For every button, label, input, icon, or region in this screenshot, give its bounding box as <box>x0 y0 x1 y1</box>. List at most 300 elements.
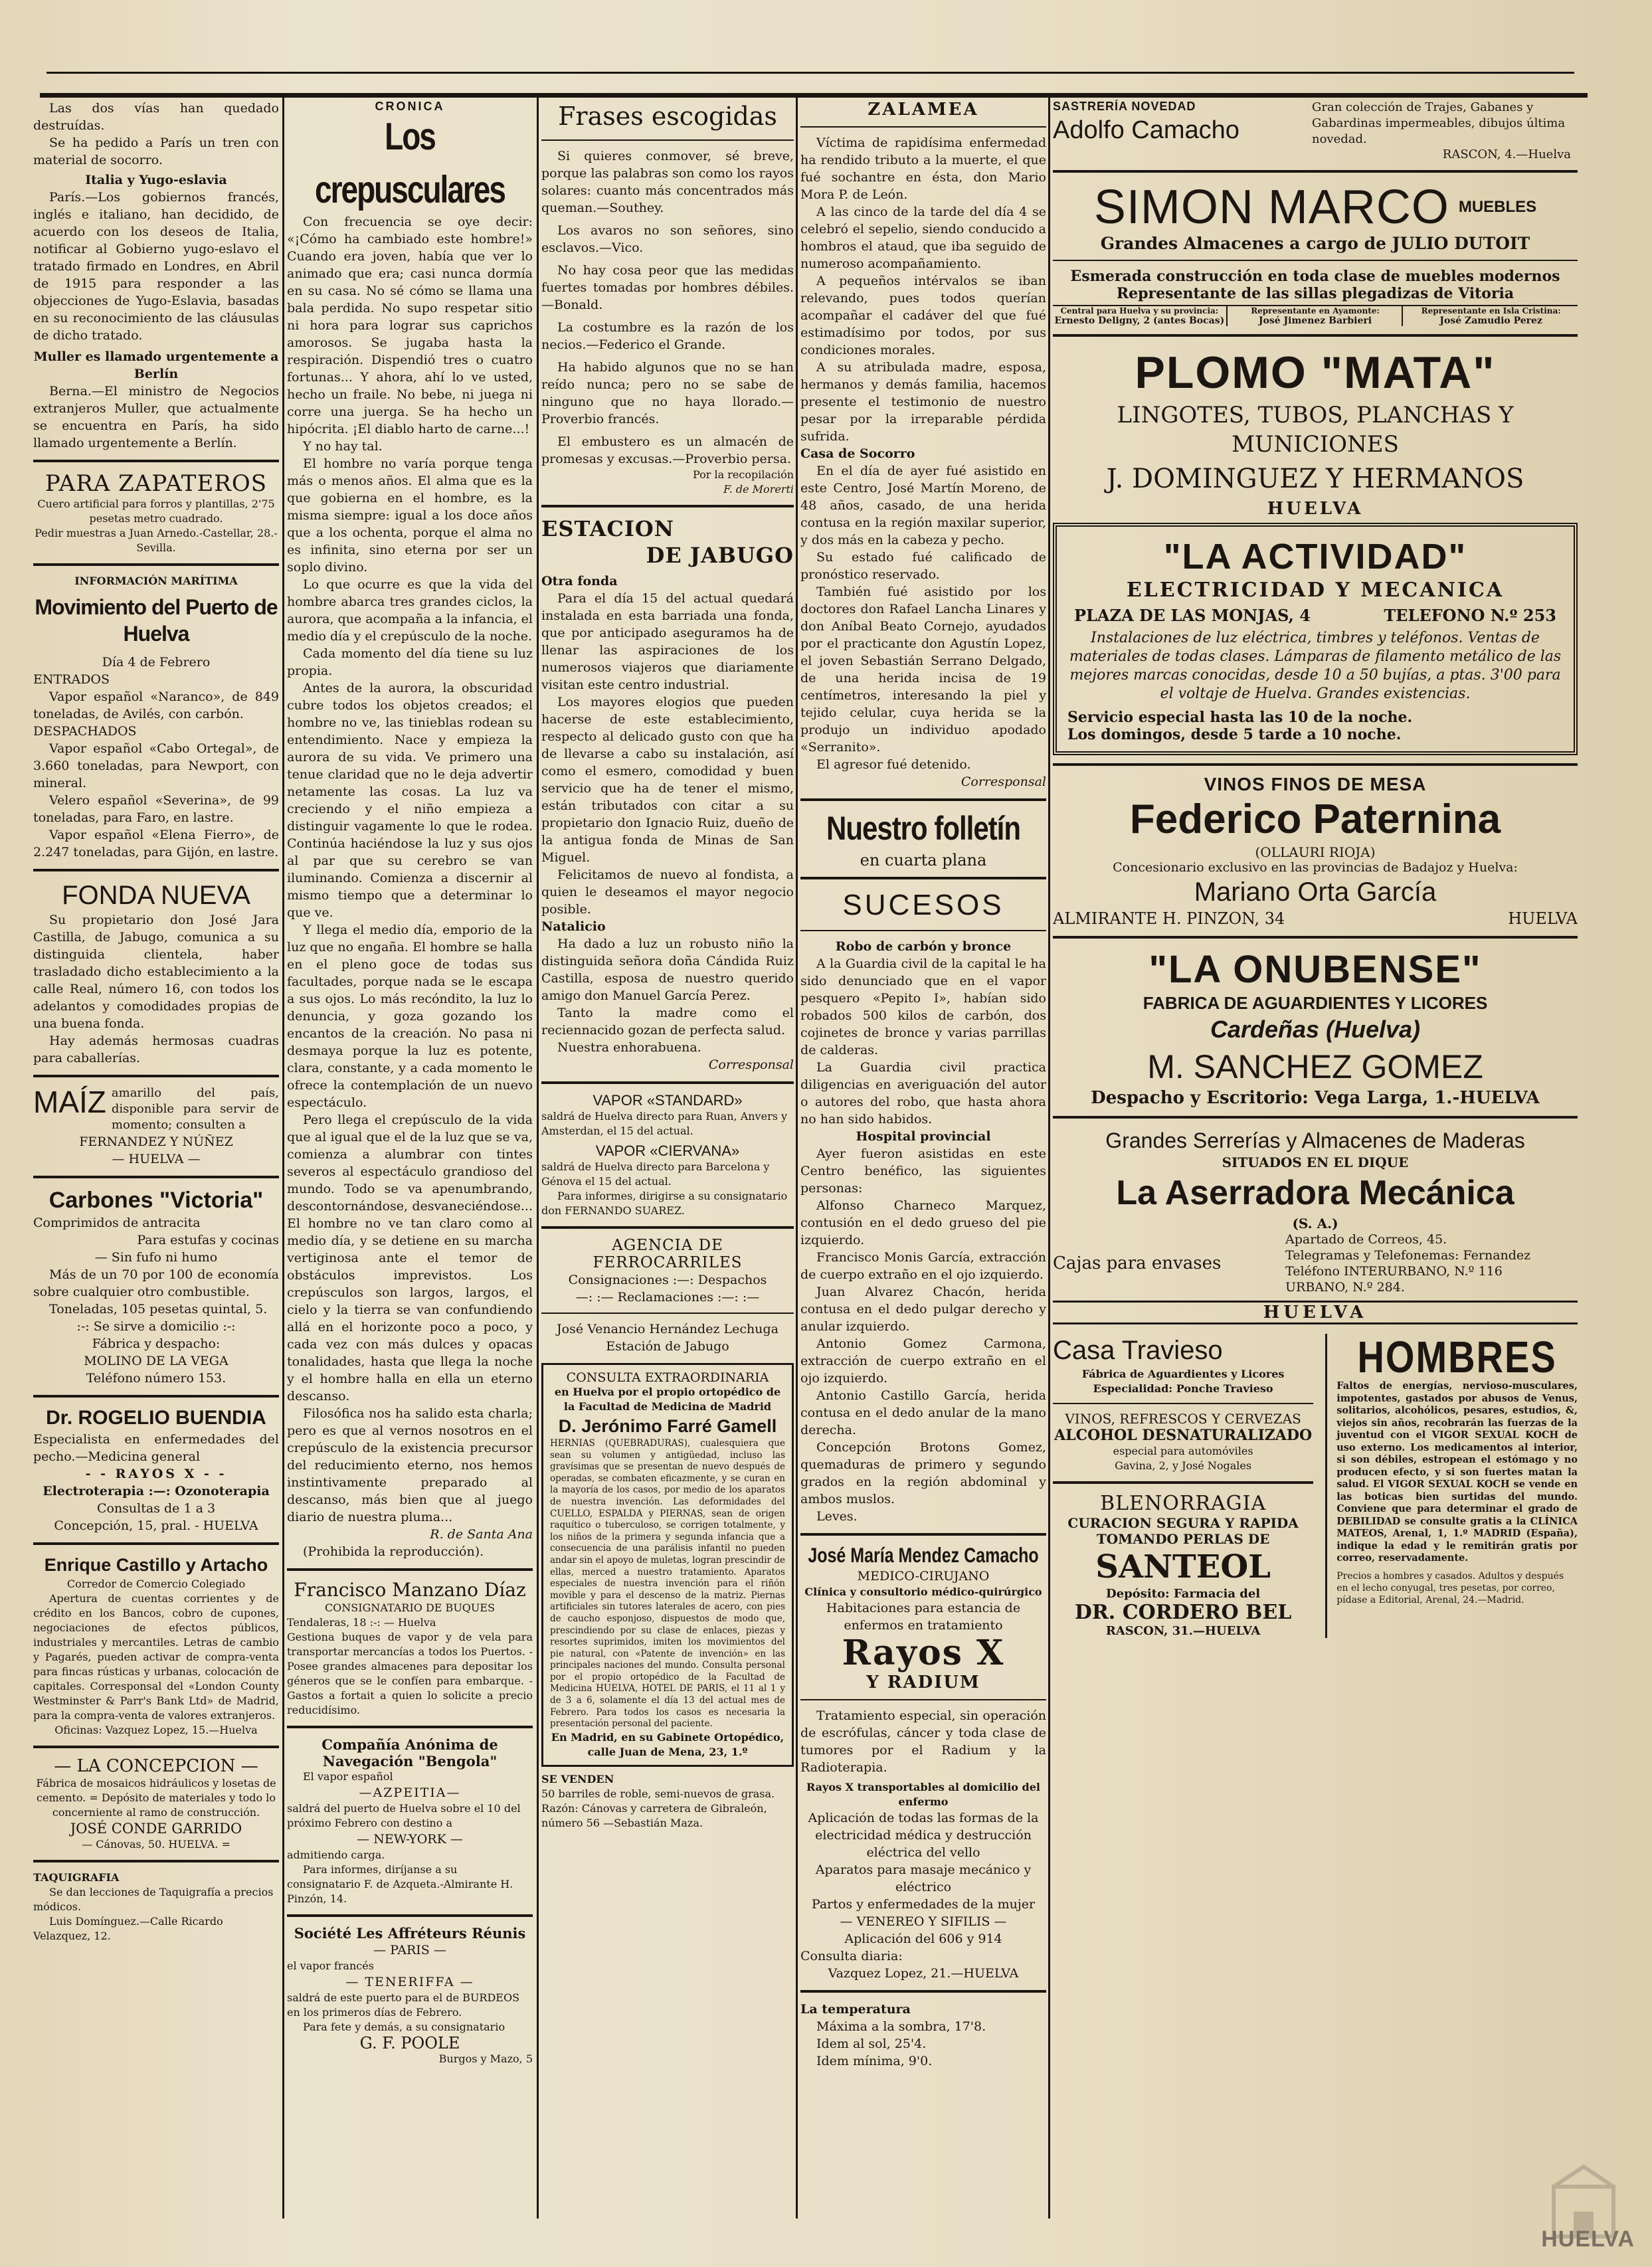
ad-phone: TELEFONO N.º 253 <box>1384 606 1556 625</box>
column-2 <box>287 100 533 2066</box>
ad-text: TOMANDO PERLAS DE <box>1096 1531 1270 1547</box>
ad-text: —AZPEITIA— <box>359 1785 461 1800</box>
article-text: Lo que ocurre es que la vida del hombre abarca tres grandes ciclos, la aurora, que acompaña a la infancia, el medio día y el crepúsculo de la noche. <box>287 577 533 644</box>
ad-consulta-extraordinaria <box>541 1363 794 1767</box>
article-text: Juan Alvarez Chacón, herida contusa en el dedo pulgar derecho y anular izquierdo. <box>800 1285 1046 1334</box>
ad-bottom-row <box>1053 1331 1578 1638</box>
divider <box>287 1726 533 1728</box>
ad-text: (S. A.) <box>1292 1216 1338 1231</box>
ad-title: La Aserradora Mecánica <box>1116 1174 1514 1212</box>
ad-text: Instalaciones de luz eléctrica, timbres y teléfonos. Ventas de materiales de todas clases. Lámparas de filamento metálico de las mejores marcas conocidas, desde 10 a 50 bujías, a ptas. 3'00 para el voltaje de Huelva. Grandes existencias. <box>1069 630 1562 702</box>
ad-text: Más de un 70 por 100 de economía sobre cualquier otro combustible. <box>33 1267 279 1299</box>
ad-zapateros <box>33 470 279 555</box>
rep-name: José Jimenez Barbieri <box>1258 316 1372 326</box>
divider <box>33 1075 279 1077</box>
ad-text: Aplicación de todas las formas de la electricidad médica y destrucción eléctrica del vello <box>808 1811 1039 1860</box>
article-text: En el día de ayer fué asistido en este Centro, José Martín Moreno, de 48 años, casado, de una herida contusa en la región maxilar superior, y dos más en la cabeza y pecho. <box>800 464 1046 547</box>
ad-carbones-victoria <box>33 1186 279 1387</box>
ad-text: el vapor francés <box>287 1959 374 1972</box>
subhead: Hospital provincial <box>856 1129 991 1144</box>
ad-text: Consulta diaria: <box>800 1949 903 1963</box>
ad-text: VINOS, REFRESCOS Y CERVEZAS <box>1065 1411 1301 1427</box>
ad-title: — LA CONCEPCION — <box>54 1756 258 1776</box>
ad-mendez-camacho <box>800 1544 1046 1982</box>
article-text: Antes de la aurora, la obscuridad cubre todos los objetos creados; el hombre no ve, las tinieblas rodean su entendimiento. Nace y empieza la aurora de su vida. Ve primero una tenue claridad que no le deja advertir netamente las cosas. La luz va creciendo y el niño empieza a distinguir vagamente lo que le rodea. Continúa haciéndose la luz y sus ojos al par que su cerebro se van iluminando. Comienza a discernir al mismo tiempo que a determinar lo que ve. <box>287 681 533 920</box>
ad-text: CURACION SEGURA Y RAPIDA <box>1067 1515 1299 1531</box>
rep-label: Central para Huelva y su provincia: <box>1060 306 1219 316</box>
ad-text: Depósito: Farmacia del <box>1106 1587 1261 1601</box>
article-text: Cada momento del día tiene su luz propia. <box>287 646 533 678</box>
ad-title: PLOMO "MATA" <box>1135 347 1496 398</box>
list-heading: DESPACHADOS <box>33 724 137 739</box>
ad-text: Rayos X transportables al domicilio del enfermo <box>806 1781 1040 1808</box>
quote: El embustero es un almacén de promesas y excusas.—Proverbio persa. <box>541 434 794 466</box>
quote: Si quieres conmover, sé breve, porque las palabras son como los rayos solares: cuanto más concentrados más queman.—Southey. <box>541 149 794 215</box>
ad-text: Teléfono INTERURBANO, N.º 116 <box>1285 1264 1503 1279</box>
divider <box>541 1313 794 1314</box>
ad-sastreria <box>1053 100 1578 162</box>
ad-text: Especialista en enfermedades del pecho.—Medicina general <box>33 1432 279 1464</box>
byline: Por la recopilación <box>693 468 794 481</box>
ad-address: PLAZA DE LAS MONJAS, 4 <box>1074 606 1311 625</box>
ad-text: Para informes, dirigirse a su consignatario don FERNANDO SUAREZ. <box>541 1190 788 1217</box>
divider <box>1053 334 1578 337</box>
ad-text: ELECTRICIDAD Y MECANICA <box>1126 579 1505 602</box>
ad-text: JOSÉ CONDE GARRIDO <box>70 1821 242 1837</box>
column-separator <box>537 93 539 2219</box>
ad-title: BLENORRAGIA <box>1100 1492 1267 1515</box>
ad-text: Gran colección de Trajes, Gabanes y Gabardinas impermeables, dibujos última novedad. <box>1312 100 1566 146</box>
ad-text: Tratamiento especial, sin operación de escrófulas, cáncer y toda clase de tumores por el Radium y la Radioterapia. <box>800 1708 1046 1775</box>
ad-title: Adolfo Camacho <box>1053 116 1239 144</box>
ad-fonda-nueva <box>33 879 279 1067</box>
subhead: Italia y Yugo-eslavia <box>85 173 227 187</box>
divider <box>287 1568 533 1571</box>
ad-hombres <box>1325 1331 1578 1638</box>
ad-text: LINGOTES, TUBOS, PLANCHAS Y MUNICIONES <box>1117 402 1514 458</box>
ad-title: SANTEOL <box>1095 1548 1271 1586</box>
representative <box>1404 306 1578 326</box>
ad-text: Cuero artificial para forros y plantillas, 2'75 pesetas metro cuadrado. <box>37 498 275 525</box>
divider <box>1053 1481 1313 1484</box>
ad-text: Apertura de cuentas corrientes y de crédito en los Bancos, cobro de cupones, negociaciones de efectos públicos, industriales y mercantiles. Letras de cambio y Pagarés, pueden activar de compra-venta para fincas rústicas y urbanas, colocación de capitales. Corresponsal del «London County Westminster & Parr's Bank Ltd» de Madrid, para la compra-venta de valores extranjeros. <box>33 1592 279 1722</box>
article-text: Los mayores elogios que pueden hacerse de este establecimiento, respecto al delicado gusto con que ha de llevarse a cabo su instalación, así como el esmero, comodidad y buen servicio que ha de tener el mismo, están tributados con citar a su propietario don Ignacio Ruiz, dueño de la antigua fonda de Minas de San Miguel. <box>541 695 794 865</box>
byline: Corresponsal <box>708 1057 794 1072</box>
ad-text: — NEW-YORK — <box>357 1832 463 1847</box>
top-rule <box>46 72 1574 74</box>
article-text: El agresor fué detenido. <box>816 757 971 772</box>
ad-maiz <box>33 1085 279 1168</box>
ad-text: Fábrica de mosaicos hidráulicos y losetas de cemento. = Depósito de materiales y todo lo concerniente al ramo de construcción. <box>36 1777 276 1819</box>
ad-title: Carbones "Victoria" <box>48 1188 264 1213</box>
article-text: Felicitamos de nuevo al fondista, a quien le deseamos el mayor negocio posible. <box>541 867 794 917</box>
weather-value: Máxima a la sombra, 17'8. <box>816 2019 986 2034</box>
ad-text: G. F. POOLE <box>359 2034 460 2052</box>
ad-text: Comprimidos de antracita <box>33 1216 201 1230</box>
maritime-section <box>33 574 279 861</box>
article-text: Nuestra enhorabuena. <box>557 1040 701 1055</box>
ad-text: — Cánovas, 50. HUELVA. = <box>82 1838 230 1851</box>
ad-title: Federico Paternina <box>1129 796 1501 842</box>
ad-text: — Sin fufo ni humo <box>94 1250 218 1265</box>
ad-text: Representante de las sillas plegadizas de Vitoria <box>1116 285 1514 302</box>
rep-label: Representante en Ayamonte: <box>1251 306 1380 316</box>
date-line: Día 4 de Febrero <box>102 655 211 670</box>
ad-text: Especialidad: Ponche Travieso <box>1093 1382 1273 1395</box>
subhead: La temperatura <box>800 2002 911 2017</box>
ad-text: (OLLAURI RIOJA) <box>1255 844 1376 860</box>
ad-text: 50 barriles de roble, semi-nuevos de grasa. Razón: Cánovas y carretera de Gibraleón, número 56 —Sebastián Maza. <box>541 1787 775 1829</box>
ad-text: Electroterapia :—: Ozonoterapia <box>43 1484 270 1498</box>
ad-text: en Huelva por el propio ortopédico de la Facultad de Medicina de Madrid <box>554 1386 781 1413</box>
divider <box>33 869 279 871</box>
list-item: Vapor español «Cabo Ortegal», de 3.660 toneladas, para Newport, con mineral. <box>33 741 279 790</box>
ad-title: MAÍZ <box>33 1085 106 1119</box>
article-text: Ayer fueron asistidas en este Centro benéfico, las siguientes personas: <box>800 1146 1046 1196</box>
ad-label: VINOS FINOS DE MESA <box>1204 774 1427 794</box>
ad-text: RASCON, 4.—Huelva <box>1442 147 1571 161</box>
divider <box>800 877 1046 879</box>
ad-text: — HUELVA — <box>112 1152 201 1166</box>
ad-title: Société Les Affréteurs Réunis <box>294 1925 526 1942</box>
representative <box>1229 306 1404 326</box>
ad-radium: Y RADIUM <box>866 1673 980 1692</box>
ad-enrique-castillo <box>33 1553 279 1738</box>
divider <box>33 1176 279 1178</box>
article-text: A la Guardia civil de la capital le ha sido denunciado que en el vapor pesquero «Pepito I», habían sido robados 500 kilos de carbón, dos cojinetes de bronce y varias parrillas de calderas. <box>800 956 1046 1057</box>
ad-rayos-x: Rayos X <box>842 1633 1005 1673</box>
list-item: Vapor español «Naranco», de 849 toneladas, de Avilés, con carbón. <box>33 689 279 721</box>
ad-aserradora <box>1053 1127 1578 1324</box>
ad-text: Aplicación del 606 y 914 <box>844 1932 1002 1946</box>
ad-text: CONSIGNATARIO DE BUQUES <box>324 1601 496 1614</box>
ad-text: Partos y enfermedades de la mujer <box>811 1897 1036 1912</box>
ad-text: Clínica y consultorio médico-quirúrgico <box>804 1586 1042 1598</box>
ad-name: D. Jerónimo Farré Gamell <box>558 1416 777 1436</box>
ad-label: SASTRERÍA NOVEDAD <box>1053 100 1196 113</box>
rep-label: Representante en Isla Cristina: <box>1421 306 1561 316</box>
divider <box>1053 1403 1313 1404</box>
ad-text: Cajas para envases <box>1053 1253 1222 1273</box>
quote: No hay cosa peor que las medidas fuertes tomadas por hombres débiles. —Bonald. <box>541 263 794 312</box>
ad-agencia <box>541 1237 794 1355</box>
article-text: Leves. <box>816 1509 858 1524</box>
article-text: Con frecuencia se oye decir: «¡Cómo ha cambiado este hombre!» Cuando era joven, había que ver lo animado que era; casi nunca dormía en su casa. No sé cómo se llama una bala perdida. No supo respetar sitio ni hora para lograr sus caprichos amorosos. Se jugaba hasta la respiración. Dispendió tres o cuatro fortunas... Y ahora, ahí lo ve usted, hecho un fraile. No bebe, ni juega ni corre una juerga. Se ha hecho un hipócrita. ¡El diablo harto de carne...! <box>287 215 533 436</box>
ad-text: Vazquez Lopez, 21.—HUELVA <box>828 1966 1019 1981</box>
ad-title: FONDA NUEVA <box>62 881 250 910</box>
header-rule <box>40 93 1588 98</box>
rep-name: Ernesto Deligny, 2 (antes Bocas) <box>1054 316 1225 326</box>
article-text: La Guardia civil practica diligencias en averiguación del autor o autores del robo, que hasta ahora no han sido habidos. <box>800 1060 1046 1127</box>
divider <box>1053 260 1578 261</box>
ad-text: Teléfono número 153. <box>86 1371 227 1386</box>
article-text: A su atribulada madre, esposa, hermanos y demás familia, hacemos presente el testimonio de nuestro pesar por la irreparable pérdida sufrida. <box>800 360 1046 444</box>
article-text: Su estado fué calificado de pronóstico reservado. <box>800 550 1046 582</box>
subhead: Robo de carbón y bronce <box>835 939 1012 954</box>
ad-dr-buendia <box>33 1406 279 1534</box>
article-text: Y llega el medio día, emporio de la luz que no engaña. El hombre se halla en el pleno goce de todas sus facultades, porque nada se le escapa a sus ojos. Lo más recóndito, la luz lo denuncia, y goza gozando los encantos de la creación. No pasa ni desmaya porque la luz es potente, clara, constante, y a cada momento le ofrece la contemplación de un nuevo espectáculo. <box>287 923 533 1110</box>
divider <box>33 563 279 566</box>
ad-text: Se dan lecciones de Taquigrafía a precios módicos. <box>33 1886 274 1913</box>
byline: Corresponsal <box>961 774 1046 789</box>
ad-title: VAPOR «STANDARD» <box>593 1092 743 1109</box>
ad-taquigrafia <box>33 1870 279 1944</box>
ad-text: Para fete y demás, a su consignatario <box>303 2021 505 2033</box>
ad-title: TAQUIGRAFIA <box>33 1871 120 1884</box>
list-item: Vapor español «Elena Fierro», de 2.247 toneladas, para Gijón, en lastre. <box>33 828 279 860</box>
article-text: Berna.—El ministro de Negocios extranjeros Muller, que actualmente se encuentra en París, ha sido llamado urgentemente a Berlín. <box>33 384 279 450</box>
ad-text: Burgos y Mazo, 5 <box>438 2052 533 2065</box>
divider <box>1053 170 1578 173</box>
divider <box>541 1081 794 1084</box>
article-text: París.—Los gobiernos francés, inglés e italiano, han decidido, de acuerdo con los deseos de Italia, notificar al Gobierno yugo-eslavo el tratado firmado en Londres, en Abril de 1915 para responder a las objecciones de Yugo-Eslavia, basadas en su reconocimiento de las cláusulas de dicho tratado. <box>33 190 279 343</box>
ad-text: :-: Se sirve a domicilio :-: <box>76 1319 236 1334</box>
column-1 <box>33 100 279 1944</box>
ad-text: HUELVA <box>1267 499 1364 519</box>
ad-text: Gavina, 2, y José Nogales <box>1115 1459 1252 1472</box>
ad-text: Luis Domínguez.—Calle Ricardo Velazquez, 12. <box>33 1915 223 1942</box>
ad-text: Para estufas y cocinas <box>137 1233 279 1247</box>
rep-name: José Zamudio Perez <box>1439 316 1542 326</box>
ad-text: Grandes Almacenes a cargo de JULIO DUTOIT <box>1100 234 1530 253</box>
ad-text: Su propietario don José Jara Castilla, de Jabugo, comunica a su distinguida clientela, haber trasladado dicho establecimiento a la calle Real, número 16, con todos los adelantos y comodidades propias de una buena fonda. <box>33 913 279 1031</box>
article-text: El hombre no varía porque tenga más o menos años. El alma que es la que gobierna en el hombre, es la misma siempre: igual a los doce años que a los ochenta, porque el alma no es infinita, sino eterna por ser un soplo divino. <box>287 456 533 575</box>
column-separator <box>282 93 284 2219</box>
ad-text: Cardeñas (Huelva) <box>1210 1016 1421 1043</box>
ad-text: RASCON, 31.—HUELVA <box>1105 1624 1261 1638</box>
article-text: Ha dado a luz un robusto niño la distinguida señora doña Cándida Ruiz Castilla, esposa de nuestro querido amigo don Manuel García Perez. <box>541 937 794 1003</box>
ad-title: José María Mendez Camacho <box>808 1544 1039 1568</box>
ad-text: saldrá de Huelva directo para Barcelona y Génova el 15 del actual. <box>541 1160 770 1188</box>
ad-text: saldrá del puerto de Huelva sobre el 10 del próximo Febrero con destino a <box>287 1802 521 1829</box>
ad-text: Corredor de Comercio Colegiado <box>66 1578 246 1590</box>
divider <box>33 460 279 462</box>
ad-text: Fábrica y despacho: <box>92 1336 221 1351</box>
list-item: Velero español «Severina», de 99 toneladas, para Faro, en lastre. <box>33 793 279 825</box>
article-text: A las cinco de la tarde del día 4 se celebró el sepelio, siendo conducido a hombros el ataud, que iba seguido de numeroso acompañamiento. <box>800 205 1046 271</box>
subhead: Natalicio <box>541 919 606 934</box>
ad-title: AGENCIA DE FERROCARRILES <box>593 1237 743 1271</box>
divider <box>33 1746 279 1748</box>
article-text: También fué asistido por los doctores don Rafael Lancha Linares y don Aníbal Beato Cornejo, ayudados por el practicante don Agustín Lopez, el joven Sebastián Serrano Delgado, de una herida incisa de 19 centímetros, interesando la piel y tejido celular, cuya herida se la produjo un individuo apodado «Serranito». <box>800 585 1046 755</box>
ad-la-onubense <box>1053 947 1578 1108</box>
ad-text: Consultas de 1 a 3 <box>96 1501 216 1516</box>
ad-text: FERNANDEZ Y NÚÑEZ <box>79 1134 233 1149</box>
divider <box>800 798 1046 801</box>
ad-text: amarillo del país, disponible para servir de momento; consulten a <box>111 1086 279 1132</box>
weather-value: Idem al sol, 25'4. <box>816 2037 927 2051</box>
ad-text: - - RAYOS X - - <box>85 1467 227 1481</box>
ad-text: Concesionario exclusivo en las provincias de Badajoz y Huelva: <box>1113 860 1518 875</box>
divider <box>287 1914 533 1917</box>
ad-text: Servicio especial hasta las 10 de la noche. <box>1067 709 1413 726</box>
article-text: Francisco Monis García, extracción de cuerpo extraño en el ojo izquierdo. <box>800 1250 1046 1282</box>
ad-la-actividad <box>1053 523 1578 755</box>
article-title: Frases escogidas <box>558 102 777 131</box>
list-heading: ENTRADOS <box>33 672 110 687</box>
divider <box>33 1395 279 1398</box>
ad-text: Gestiona buques de vapor y de vela para transportar mercancías a todos los Puertos. - Posee grandes almacenes para depositar los géneros que se le confíen para embarque. - Gastos a fortait a quien lo solicite a precio reducidísimo. <box>287 1631 533 1716</box>
article-text: Concepción Brotons Gomez, quemaduras de primero y segundo grados en la región abdominal y ambos muslos. <box>800 1440 1046 1506</box>
ad-text: saldrá de este puerto para el de BURDEOS en los primeros días de Febrero. <box>287 1991 520 2019</box>
byline: R. de Santa Ana <box>430 1527 533 1542</box>
section-label: CRONICA <box>375 100 445 113</box>
ad-city: HUELVA <box>1508 909 1578 928</box>
column-4 <box>800 100 1046 2070</box>
ad-text: URBANO, N.º 284. <box>1285 1280 1405 1295</box>
ad-text: Telegramas y Telefonemas: Fernandez <box>1285 1248 1531 1263</box>
article-title: ZALAMEA <box>868 100 979 120</box>
ad-text: — VENEREO Y SIFILIS — <box>840 1914 1007 1929</box>
article-title: ESTACION <box>541 516 674 541</box>
ad-title: Francisco Manzano Díaz <box>294 1579 526 1601</box>
ad-title: Enrique Castillo y Artacho <box>44 1555 268 1575</box>
ad-la-concepcion <box>33 1756 279 1852</box>
ad-text: Tendaleras, 18 :-: — Huelva <box>287 1616 436 1629</box>
ad-subtitle: MUEBLES <box>1458 198 1537 216</box>
ad-text: En Madrid, en su Gabinete Ortopédico, calle Juan de Mena, 23, 1.º <box>551 1730 784 1758</box>
ad-label: Grandes Serrerías y Almacenes de Maderas <box>1105 1129 1525 1152</box>
divider <box>541 505 794 507</box>
weather-value: Idem mínima, 9'0. <box>816 2054 933 2068</box>
ad-text: — PARIS — <box>373 1943 446 1957</box>
byline: F. de Morerti <box>723 483 794 496</box>
article-title: Los crepusculares <box>315 114 505 211</box>
divider <box>800 1533 1046 1536</box>
ad-text: SITUADOS EN EL DIQUE <box>1222 1154 1409 1170</box>
ad-title: Casa Travieso <box>1053 1336 1223 1365</box>
quote: Ha habido algunos que no se han reído nunca; pero no se sabe de ninguno que no haya llorado.—Proverbio francés. <box>541 360 794 426</box>
ad-text: MEDICO-CIRUJANO <box>857 1569 990 1584</box>
ad-title: CONSULTA EXTRAORDINARIA <box>566 1370 769 1385</box>
ad-text: J. DOMINGUEZ Y HERMANOS <box>1106 464 1524 494</box>
divider <box>541 139 794 141</box>
column-separator <box>1048 93 1050 2219</box>
article-title: SUCESOS <box>842 889 1004 921</box>
article-text: Alfonso Charneco Marquez, contusión en el dedo grueso del pie izquierdo. <box>800 1198 1046 1247</box>
ad-casa-travieso <box>1053 1334 1313 1638</box>
ad-text: Habitaciones para estancia de enfermos en tratamiento <box>826 1601 1021 1633</box>
ad-text: Hay además hermosas cuadras para caballerías. <box>33 1034 279 1065</box>
representative <box>1053 306 1228 326</box>
ad-title: "LA ACTIVIDAD" <box>1163 537 1467 577</box>
ad-text: Aparatos para masaje mecánico y eléctrico <box>815 1862 1032 1894</box>
ad-text: MOLINO DE LA VEGA <box>84 1354 229 1368</box>
divider <box>33 1860 279 1862</box>
note: (Prohibida la reproducción). <box>303 1544 484 1559</box>
folletin-title: Nuestro folletín <box>826 809 1020 847</box>
quote: Los avaros no son señores, sino esclavos.—Vico. <box>541 223 794 255</box>
divider <box>1053 1116 1578 1119</box>
article-text: Antonio Castillo García, herida contusa en el dedo anular de la mano derecha. <box>800 1388 1046 1437</box>
divider <box>800 1990 1046 1993</box>
article-text: Pero llega el crepúsculo de la vida que al igual que el de la luz que se va, comienza a alumbrar con tintes severos al espectáculo grandioso del mundo. Todo se va apenumbrando, descontornándose, desvaneciéndose... El hombre no ve tan claro como al medio día, y se detiene en su marcha vertiginosa ante el temor de obstáculos imprevistos. Los crepúsculos son largos, largos, el cielo y la tierra se van confundiendo allá en el horizonte poco a poco, y cada vez con más dulces y opacas tonalidades, hasta que llega la noche y el hombre halla en ella un eterno descanso. <box>287 1113 533 1404</box>
archive-seal-label: HUELVA <box>1541 2226 1635 2252</box>
divider <box>541 1226 794 1229</box>
ad-paternina <box>1053 774 1578 928</box>
ad-text: Esmerada construcción en toda clase de muebles modernos <box>1070 268 1560 285</box>
ad-text: Consignaciones :—: Despachos <box>568 1273 767 1287</box>
ad-text: Estación de Jabugo <box>606 1339 729 1354</box>
ad-manzano <box>287 1579 533 1718</box>
article-text: Víctima de rapidísima enfermedad ha rendido tributo a la muerte, el que fué sochantre en ésta, don Mario Mora P. de León. <box>800 136 1046 202</box>
ad-title: VAPOR «CIERVANA» <box>595 1142 740 1159</box>
ad-title: HOMBRES <box>1357 1331 1557 1382</box>
ad-text: Para informes, diríjanse a su consignatario F. de Azqueta.-Almirante H. Pinzón, 14. <box>287 1863 513 1905</box>
article-text: Filosófica nos ha salido esta charla; pero es que al vernos nosotros en el crepúsculo de la existencia precursor del reducimiento eterno, nos hemos instintivamente preparado al descanso, más bien que al juego diario de nuestra pluma... <box>287 1406 533 1524</box>
ad-text: — TENERIFFA — <box>345 1975 474 1989</box>
divider <box>1053 763 1578 766</box>
ad-text: —: :— Reclamaciones :—: :— <box>575 1290 760 1305</box>
ad-text: Precios a hombres y casados. Adultos y después en el lecho conyugal, tres pesetas, por correo, pídase a Editorial, Arenal, 24.—Madrid. <box>1336 1570 1564 1605</box>
article-text: Y no hay tal. <box>303 439 383 454</box>
ad-bengola <box>287 1736 533 1906</box>
ad-text: especial para automóviles <box>1113 1445 1253 1457</box>
divider <box>800 126 1046 128</box>
ad-text: El vapor español <box>303 1770 393 1783</box>
section-title: Movimiento del Puerto de Huelva <box>35 595 278 646</box>
ad-name: Mariano Orta García <box>1194 877 1437 907</box>
article-title: DE JABUGO <box>646 543 794 568</box>
column-5-advertisements <box>1053 100 1578 1638</box>
ad-text: Toneladas, 105 pesetas quintal, 5. <box>49 1302 268 1316</box>
ad-text: José Venancio Hernández Lechuga <box>557 1322 779 1336</box>
ad-title: SIMON MARCO <box>1093 181 1449 234</box>
ad-text: ALCOHOL DESNATURALIZADO <box>1054 1427 1313 1444</box>
subhead: Otra fonda <box>541 574 618 589</box>
article-text: Se ha pedido a París un tren con material de socorro. <box>33 136 279 167</box>
subhead: Muller es llamado urgentemente a Berlín <box>33 349 279 381</box>
ad-text: saldrá de Huelva directo para Ruan, Anvers y Amsterdan, el 15 del actual. <box>541 1110 788 1137</box>
ad-text: admitiendo carga. <box>287 1849 385 1861</box>
ad-text: HERNIAS (QUEBRADURAS), cualesquiera que sean su volumen y antigüedad, incluso las gravísimas que se presentan de nuevo después de operadas, se combaten eficazmente, y se curan en la mayoría de los casos, por medio de los aparatos de nuestra invención. Las deformidades del CUELLO, ESPALDA y PIERNAS, sean de origen raquítico o tuberculoso, se corrigen totalmente, y los niños de la primera y segunda infancia que a consecuencia de una parálisis infantil no pueden andar sin el apoyo de muletas, logran prescindir de ellas, merced a nuestro tratamiento. Aparatos especiales de nuestra invención para el riñón movible y para el descenso de la matriz. Piernas artificiales sin tutores laterales de acero, con pies de caucho esponjoso, dispuestos de modo que, prescindiendo por su clase de enlaces, piezas y resortes suprimidos, imiten los movimientos del pie natural, con «Patente de invención» en las principales naciones del mundo. Consulta personal por el propio ortopédico de la Facultad de Medicina HUELVA, HOTEL DE PARIS, el 11 al 1 y de 3 a 6, solamente el día 13 del actual mes de Febrero. Para todos los casos es necesaria la presentación personal del paciente. <box>550 1438 785 1730</box>
folletin-subtitle: en cuarta plana <box>860 851 987 869</box>
ad-title: Compañía Anónima de Navegación "Bengola" <box>321 1736 498 1769</box>
ad-affreteurs <box>287 1925 533 2066</box>
ad-text: FABRICA DE AGUARDIENTES Y LICORES <box>1143 993 1488 1013</box>
ad-city: HUELVA <box>1053 1301 1578 1324</box>
divider <box>800 1699 1046 1700</box>
ad-name: M. SANCHEZ GOMEZ <box>1147 1048 1483 1085</box>
ad-simon-marco <box>1053 181 1578 326</box>
ad-title: "LA ONUBENSE" <box>1148 948 1482 991</box>
ad-text: Pedir muestras a Juan Arnedo.-Castellar, 28.-Sevilla. <box>35 527 278 554</box>
ad-text: DR. CORDERO BEL <box>1074 1601 1292 1624</box>
column-3 <box>541 100 794 1831</box>
ad-title: Dr. ROGELIO BUENDIA <box>46 1407 266 1429</box>
section-label: INFORMACIÓN MARÍTIMA <box>74 575 238 587</box>
subhead: Casa de Socorro <box>800 446 915 461</box>
ad-text: Fábrica de Aguardientes y Licores <box>1081 1368 1285 1380</box>
ad-title: PARA ZAPATEROS <box>45 470 268 497</box>
article-text: A pequeños intérvalos se iban relevando, pues todos querían acompañar el cadáver del que fué estimadísimo por todos, por sus condiciones morales. <box>800 274 1046 357</box>
ad-text: Faltos de energías, nervioso-musculares, impotentes, gastados por abusos de Venus, solitarios, alcohólicos, pesares, estudios, &, viejos sin años, recobrarán las fuerzas de la juventud con el VIGOR SEXUAL KOCH de uso externo. Los medicamentos al interior, si son débiles, estropean el estómago y no producen efecto, y si son fuertes matan la salud. El VIGOR SEXUAL KOCH se vende en las boticas bien surtidas del mundo. Conviene que para determinar el grado de DEBILIDAD se consulte gratis a la CLÍNICA MATEOS, Arenal, 1, 1.º MADRID (España), indique la edad y le remitirán gratis por correo, reservadamente. <box>1336 1380 1578 1564</box>
ad-title: SE VENDEN <box>541 1772 614 1785</box>
ad-plomo-mata <box>1053 345 1578 519</box>
article-text: Las dos vías han quedado destruídas. <box>33 101 279 133</box>
ad-text: Concepción, 15, pral. - HUELVA <box>54 1518 258 1533</box>
ad-text: Despacho y Escritorio: Vega Larga, 1.-HUELVA <box>1091 1088 1540 1108</box>
divider <box>33 1542 279 1545</box>
article-text: Tanto la madre como el reciennacido gozan de perfecta salud. <box>541 1006 794 1038</box>
ad-text: Los domingos, desde 5 tarde a 10 noche. <box>1067 726 1402 743</box>
column-separator <box>796 93 798 2219</box>
ad-vapores <box>541 1092 794 1218</box>
ad-text: Apartado de Correos, 45. <box>1285 1232 1447 1247</box>
divider <box>1053 936 1578 939</box>
quote: La costumbre es la razón de los necios.—Federico el Grande. <box>541 320 794 352</box>
article-text: Para el día 15 del actual quedará instalada en esta barriada una fonda, que por anticipado aseguramos ha de llenar las aspiraciones de los numerosos viajeros que diariamente visitan este centro industrial. <box>541 591 794 692</box>
